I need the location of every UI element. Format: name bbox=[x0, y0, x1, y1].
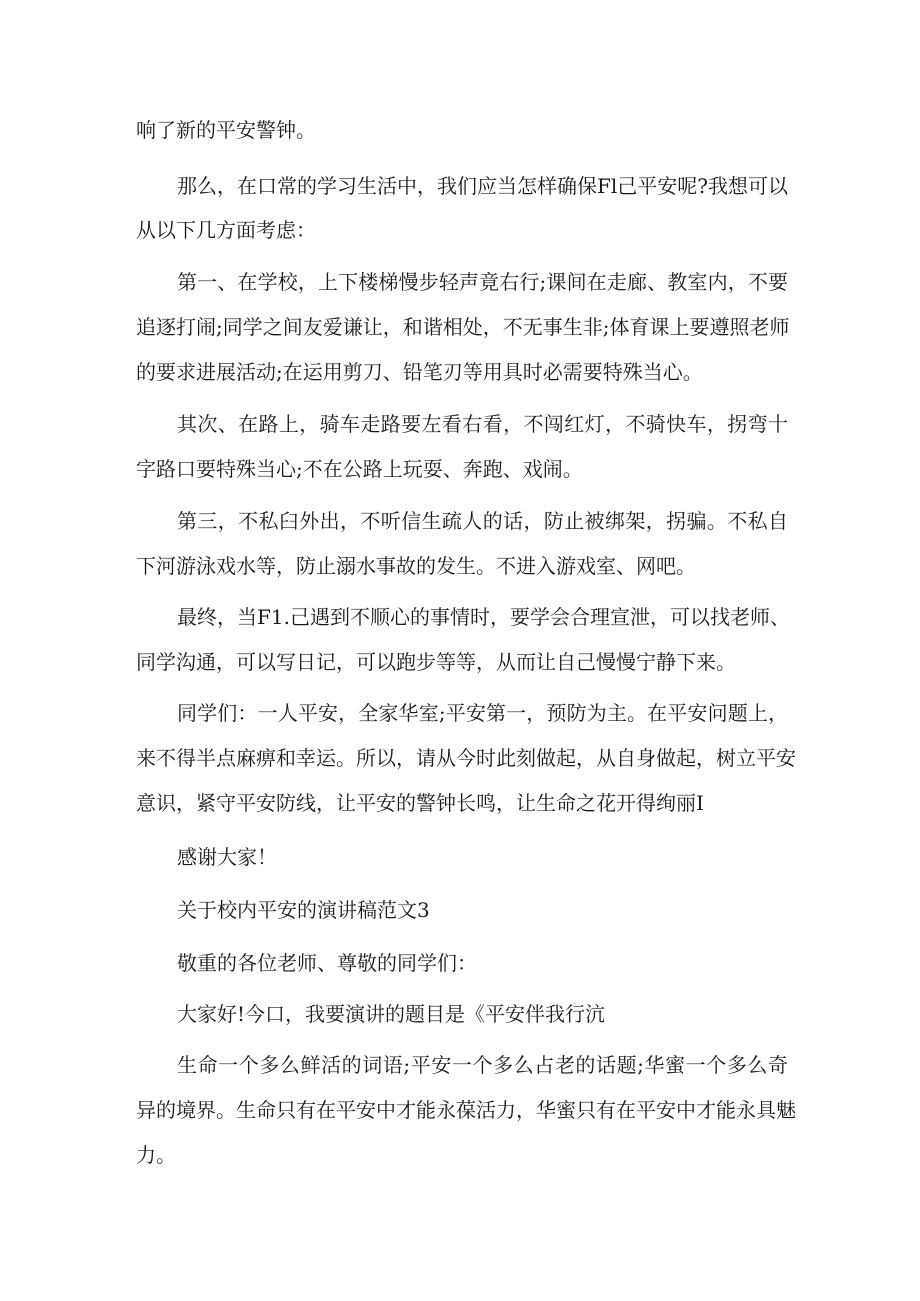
paragraph-line: 从以下几方面考虑： bbox=[136, 218, 316, 242]
paragraph-line: 同学们：一人平安，全家华室;平安第一，预防为主。在平安问题上， bbox=[177, 701, 788, 725]
section-title: 关于校内平安的演讲稿范文3 bbox=[177, 898, 430, 922]
paragraph-line: 力。 bbox=[136, 1143, 176, 1167]
paragraph-line: 那么，在口常的学习生活中，我们应当怎样确保Fl己平安呢?我想可以 bbox=[177, 174, 788, 198]
paragraph-line: 异的境界。生命只有在平安中才能永葆活力，华蜜只有在平安中才能永具魅 bbox=[136, 1098, 796, 1122]
paragraph-line: 生命一个多么鲜活的词语;平安一个多么占老的话题;华蜜一个多么奇 bbox=[177, 1053, 788, 1077]
paragraph-line: 第一、在学校，上下楼梯慢步轻声竟右行;课间在走廊、教室内，不要 bbox=[177, 270, 788, 294]
paragraph-line: 同学沟通，可以写日记，可以跑步等等，从而让自己慢慢宁静下来。 bbox=[136, 650, 736, 674]
greeting-line: 大家好!今口，我要演讲的题目是《平安伴我行沆 bbox=[177, 1002, 606, 1026]
paragraph-line: 来不得半点麻痹和幸运。所以，请从今时此刻做起，从自身做起，树立平安 bbox=[136, 746, 796, 770]
paragraph-line: 下河游泳戏水等，防止溺水事故的发生。不进入游戏室、网吧。 bbox=[136, 554, 696, 578]
paragraph-line: 的要求进展活动;在运用剪刀、铅笔刃等用具时必需要特殊当心。 bbox=[136, 360, 703, 384]
paragraph-line: 其次、在路上，骑车走路要左看右看，不闯红灯，不骑快车，拐弯十 bbox=[177, 412, 788, 436]
salutation-line: 敬重的各位老师、尊敬的同学们： bbox=[177, 951, 477, 975]
closing-line: 感谢大家！ bbox=[177, 845, 277, 869]
paragraph-line: 最终，当F1.己遇到不顺心的事情时，要学会合理宣泄，可以找老师、 bbox=[177, 605, 790, 629]
paragraph-line: 字路口要特殊当心;不在公路上玩耍、奔跑、戏闹。 bbox=[136, 457, 583, 481]
paragraph-line: 第三，不私臼外出，不听信生疏人的话，防止被绑架，拐骗。不私自 bbox=[177, 509, 788, 533]
paragraph-line: 意识，紧守平安防线，让平安的警钟长鸣，让生命之花开得绚丽I bbox=[136, 791, 704, 815]
paragraph-line: 追逐打闹;同学之间友爱谦让，和谐相处，不无事生非;体育课上要遵照老师 bbox=[136, 315, 790, 339]
text-line: 响了新的平安警钟。 bbox=[136, 118, 316, 142]
